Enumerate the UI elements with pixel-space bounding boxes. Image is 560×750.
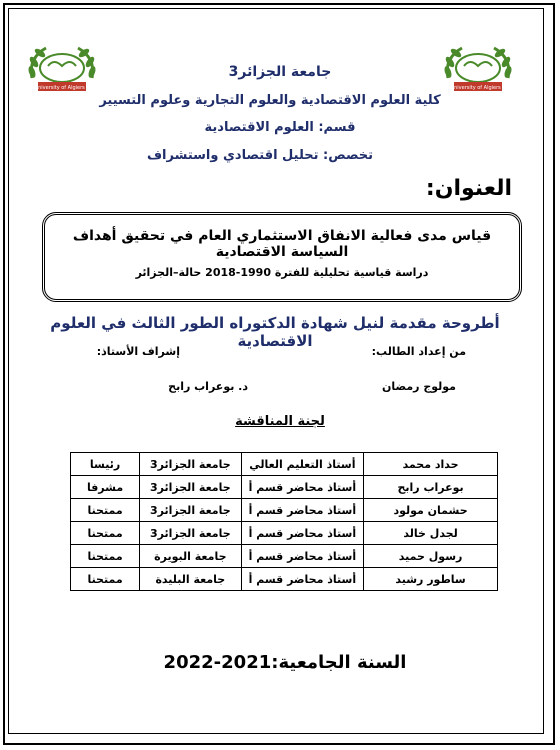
member-name: رسول حميد bbox=[364, 545, 498, 568]
member-rank: أستاذ محاضر قسم أ bbox=[241, 522, 364, 545]
member-role: رئيسا bbox=[71, 453, 140, 476]
logo-caption: University of Algiers 3 bbox=[34, 85, 90, 91]
member-university: جامعة البليدة bbox=[140, 568, 241, 591]
member-role: ممتحنا bbox=[71, 568, 140, 591]
member-rank: أستاذ محاضر قسم أ bbox=[241, 499, 364, 522]
committee-table bbox=[70, 452, 498, 591]
table-row bbox=[71, 499, 498, 522]
member-rank: أستاذ التعليم العالي bbox=[241, 453, 364, 476]
member-name: بوعراب رابح bbox=[364, 476, 498, 499]
table-row bbox=[71, 522, 498, 545]
member-rank: أستاذ محاضر قسم أ bbox=[241, 545, 364, 568]
member-university: جامعة الجزائر3 bbox=[140, 522, 241, 545]
member-role: ممتحنا bbox=[71, 522, 140, 545]
member-rank: أستاذ محاضر قسم أ bbox=[241, 476, 364, 499]
member-university: جامعة الجزائر3 bbox=[140, 476, 241, 499]
thesis-subtitle: دراسة قياسية تحليلية للفترة 1990-2018 حالة–الجزائر bbox=[135, 266, 429, 279]
student-label: من إعداد الطالب: bbox=[371, 345, 466, 358]
student-name: مولوج رمضان bbox=[382, 380, 456, 393]
inner-border bbox=[8, 8, 544, 734]
department-name: قسم: العلوم الاقتصادية bbox=[204, 120, 356, 135]
supervisor-label: إشراف الأستاذ: bbox=[96, 345, 180, 358]
member-role: ممتحنا bbox=[71, 545, 140, 568]
member-role: ممتحنا bbox=[71, 499, 140, 522]
member-name: حشمان مولود bbox=[364, 499, 498, 522]
member-name: لجدل خالد bbox=[364, 522, 498, 545]
table-row bbox=[71, 568, 498, 591]
thesis-title: قياس مدى فعالية الانفاق الاستثماري العام في تحقيق أهداف السياسة الاقتصادية bbox=[72, 228, 492, 260]
university-name: جامعة الجزائر3 bbox=[228, 64, 332, 80]
table-row bbox=[71, 453, 498, 476]
specialization: تخصص: تحليل اقتصادي واستشراف bbox=[146, 148, 374, 163]
member-university: جامعة البويرة bbox=[140, 545, 241, 568]
member-name: ساطور رشيد bbox=[364, 568, 498, 591]
title-label: العنوان: bbox=[425, 176, 512, 201]
university-logo-left bbox=[24, 38, 100, 100]
member-role: مشرفا bbox=[71, 476, 140, 499]
thesis-statement: أطروحة مقدمة لنيل شهادة الدكتوراه الطور الثالث في العلوم الاقتصادية bbox=[50, 314, 500, 350]
academic-year: السنة الجامعية:2021-2022 bbox=[163, 652, 407, 673]
supervisor-name: د. بوعراب رابح bbox=[168, 380, 248, 393]
committee-title: لجنة المناقشة bbox=[235, 414, 325, 429]
member-rank: أستاذ محاضر قسم أ bbox=[241, 568, 364, 591]
table-row bbox=[71, 476, 498, 499]
member-name: حداد محمد bbox=[364, 453, 498, 476]
logo-caption: University of Algiers 3 bbox=[450, 85, 506, 91]
table-row bbox=[71, 545, 498, 568]
university-logo-right bbox=[440, 38, 516, 100]
member-university: جامعة الجزائر3 bbox=[140, 499, 241, 522]
faculty-name: كلية العلوم الاقتصادية والعلوم التجارية وعلوم التسيير bbox=[99, 93, 441, 108]
member-university: جامعة الجزائر3 bbox=[140, 453, 241, 476]
